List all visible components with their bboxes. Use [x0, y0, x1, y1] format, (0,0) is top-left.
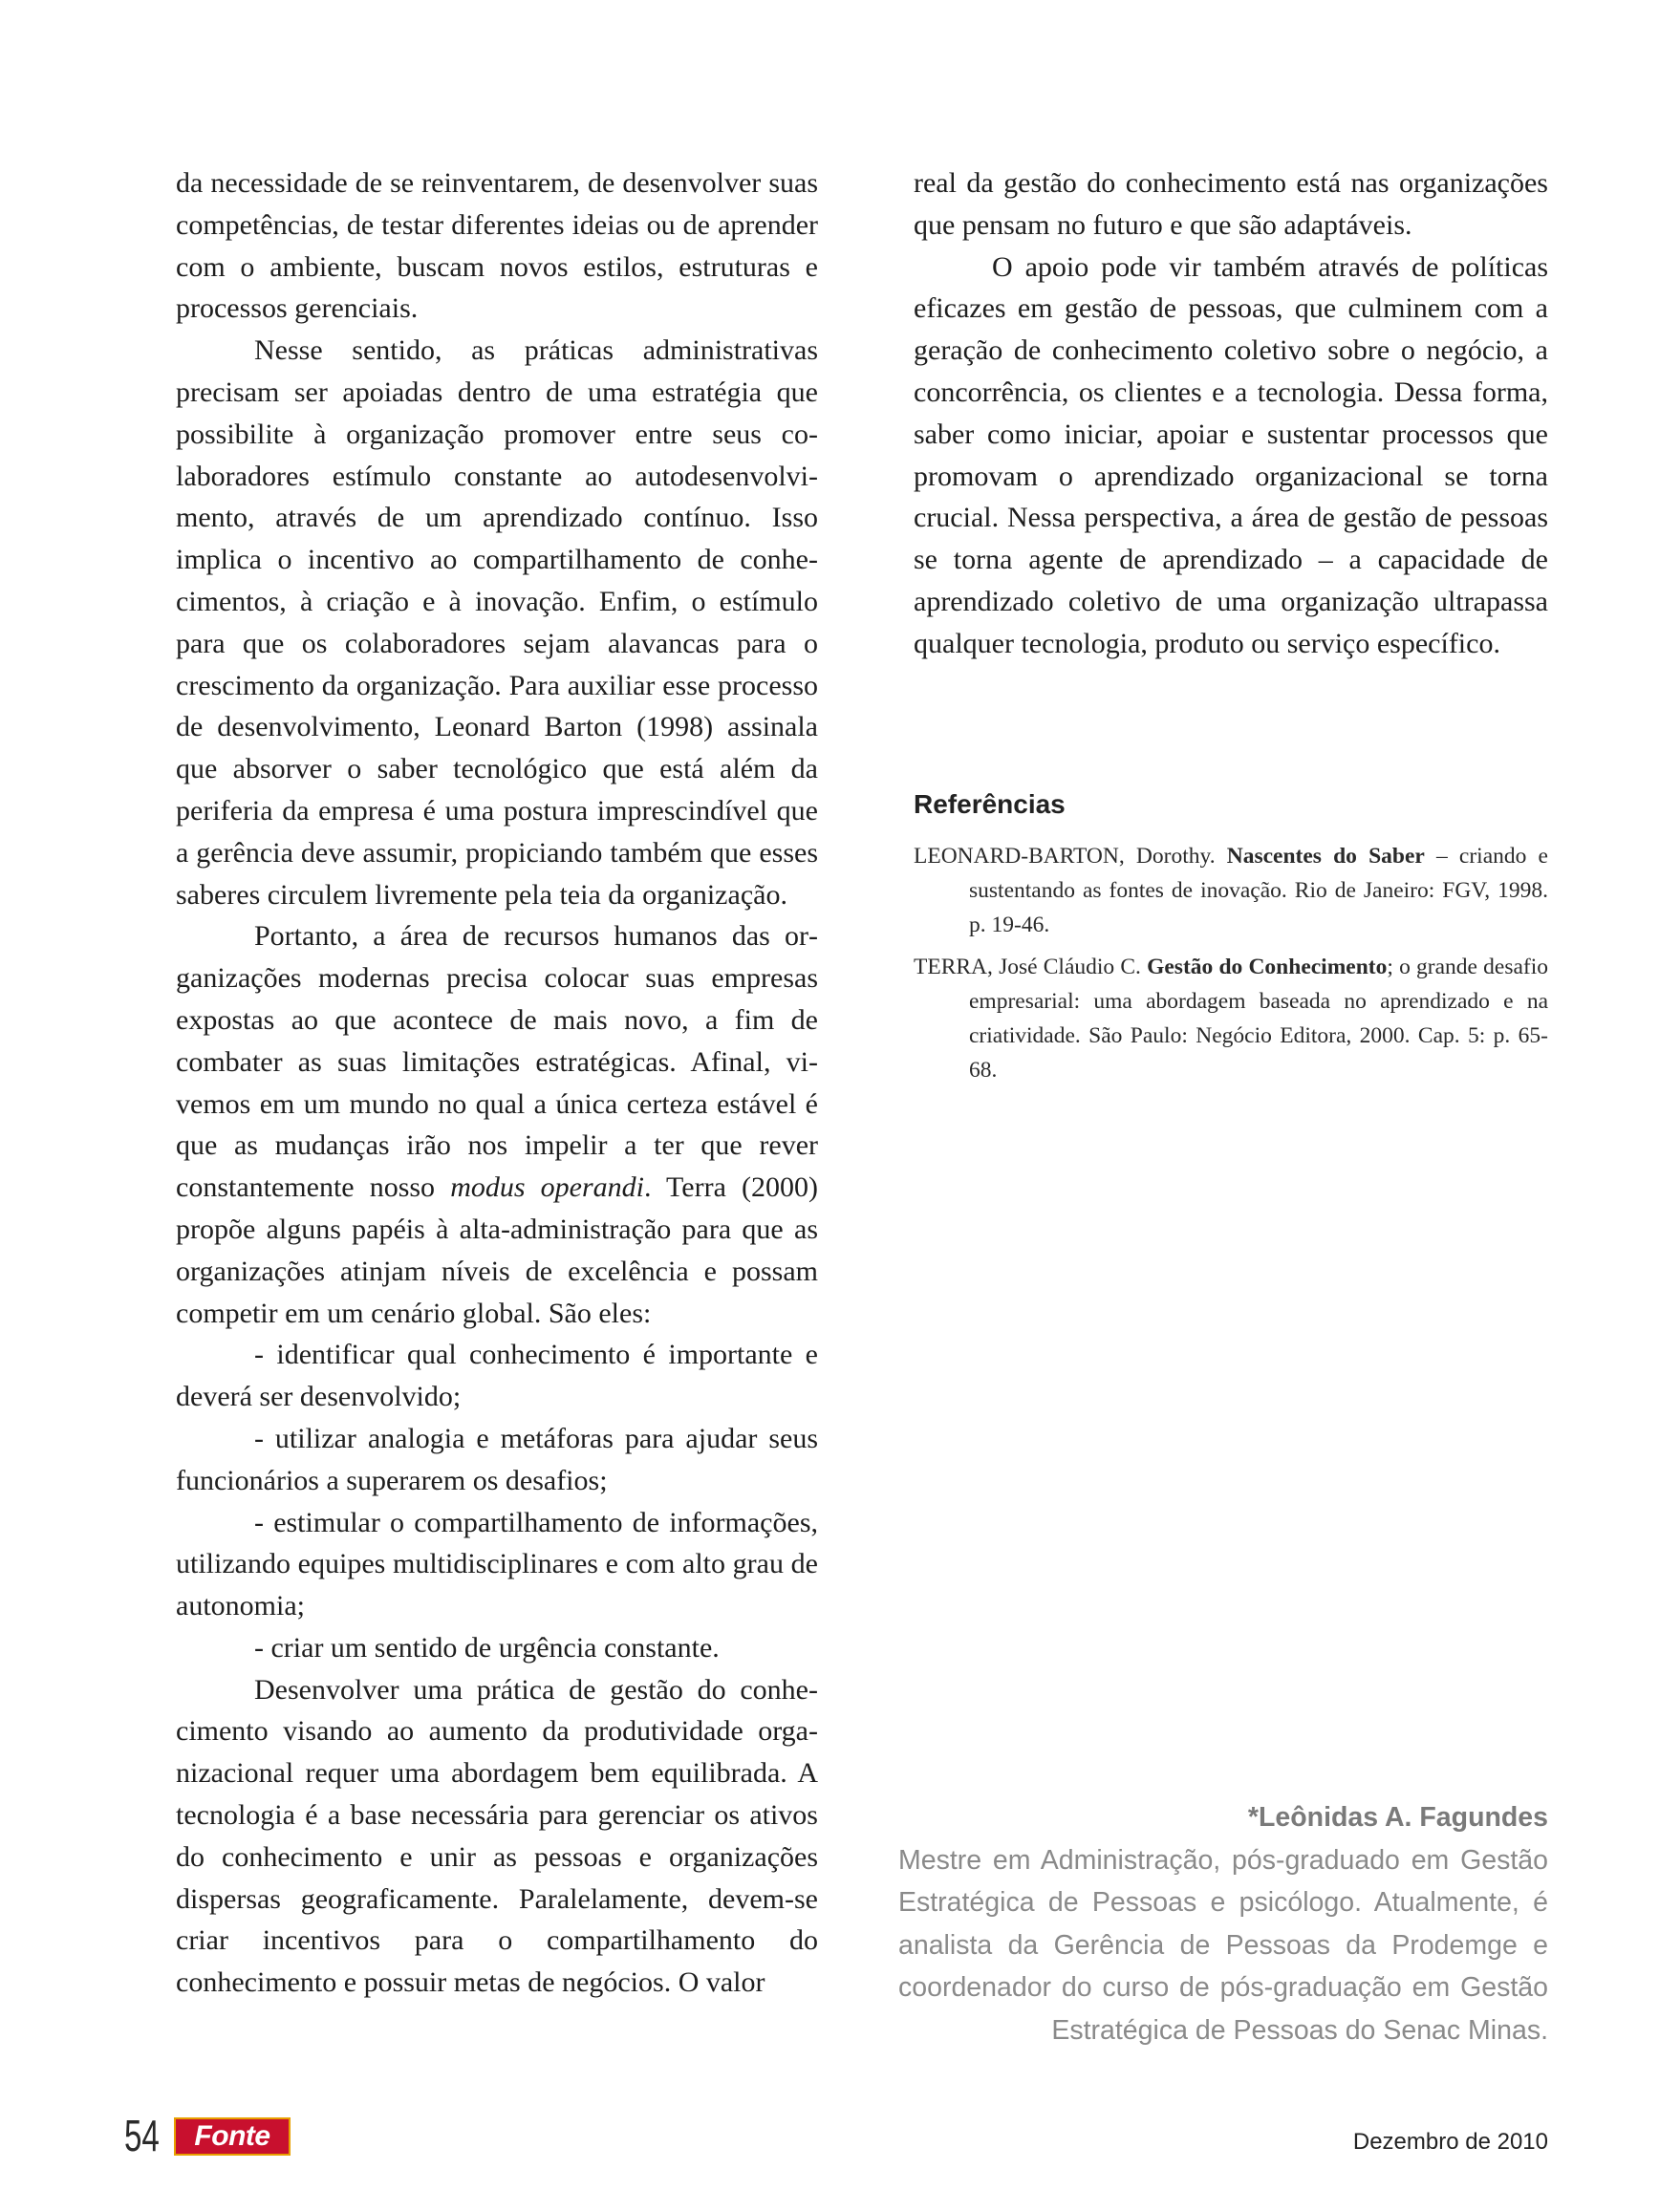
issue-date: Dezembro de 2010: [1352, 2129, 1548, 2155]
reference-details: – criando e sustentando as fontes de inovação. Rio de Janeiro: FGV, 1998. p. 19-46.: [969, 844, 1548, 937]
paragraph-text: Portanto, a área de recursos humanos das organizações modernas precisa colocar suas empresas expostas ao que acontece de mais novo, a fim de combater as suas limitações estratégicas. Afinal, vivemos em um mundo no qual a única certeza estável é que as mudanças irão nos impelir a ter que rever constantemente nosso: [176, 920, 818, 1204]
paragraph: O apoio pode vir também através de políticas eficazes em gestão de pessoas, que culminem com a geração de conhecimento coletivo sobre o negócio, a concorrência, os clientes e a tecnologia. Dessa forma, saber como iniciar, apoiar e sustentar processos que promovam o aprendizado organizacional se torna crucial. Nessa perspectiva, a área de gestão de pessoas se torna agente de aprendizado – a capacidade de aprendizado coletivo de uma organização ultrapassa qualquer tecnologia, produto ou serviço específico.: [914, 250, 1548, 659]
reference-author: TERRA, José Cláudio C.: [914, 955, 1148, 979]
paragraph: Desenvolver uma prática de gestão do conhecimento visando ao aumento da produtividade organizacional requer uma abordagem bem equilibrada. A tecnologia é a base necessária para gerenciar os ativos do conhecimento e unir as pessoas e organizações dispersas geograficamente. Paralelamente, devem-se criar incentivos para o compartilhamento do conhecimento e possuir metas de negócios. O valor: [176, 1673, 818, 1999]
page-number: 54: [124, 2111, 160, 2160]
paragraph: Nesse sentido, as práticas administrativas precisam ser apoiadas dentro de uma estratégia que possibilite à organização promover entre seus colaboradores estímulo constante ao autodesenvolvimento, através de um aprendizado contínuo. Isso implica o incentivo ao compartilhamento de conhecimentos, à criação e à inovação. Enfim, o estímulo para que os colaboradores sejam alavancas para o crescimento da organização. Para auxiliar esse processo de desenvolvimento, Leonard Barton (1998) assinala que absorver o saber tecnológico que está além da periferia da empresa é uma postura imprescindível que a gerência deve assumir, propiciando também que esses saberes circulem livremente pela teia da organização.: [176, 334, 818, 911]
list-item: - estimular o compartilhamento de informações, utilizando equipes multidisciplinares e com alto grau de autonomia;: [176, 1506, 818, 1622]
list-item: - utilizar analogia e metáforas para ajudar seus funcionários a superarem os desafios;: [176, 1422, 818, 1496]
list-item: - identificar qual conhecimento é importante e deverá ser desenvolvido;: [176, 1339, 818, 1413]
reference-author: LEONARD-BARTON, Dorothy.: [914, 844, 1227, 869]
list-item: - criar um sentido de urgência constante.: [254, 1631, 720, 1664]
paragraph: real da gestão do conhecimento está nas organizações que pensam no futuro e que são adaptáveis.: [914, 167, 1548, 241]
right-column: [914, 162, 1548, 665]
reference-item: [914, 839, 1548, 942]
paragraph: da necessidade de se reinventarem, de desenvolver suas competências, de testar diferentes ideias ou de aprender com o ambiente, buscam novos estilos, estruturas e processos gerenciais.: [176, 167, 818, 325]
reference-details: ; o grande desafio empresarial: uma abordagem baseada no aprendizado e na criatividade. São Paulo: Negócio Editora, 2000. Cap. 5: p. 65-68.: [969, 955, 1549, 1083]
reference-item: [914, 950, 1548, 1087]
paragraph: [176, 915, 818, 1334]
author-name: *Leônidas A. Fagundes: [1247, 1802, 1548, 1833]
references-heading: Referências: [914, 789, 1066, 819]
reference-title: Nascentes do Saber: [1226, 844, 1425, 869]
left-column: [176, 162, 818, 2004]
author-box: [898, 1796, 1548, 2051]
author-bio: Mestre em Administração, pós-graduado em Gestão Estratégica de Pessoas e psicólogo. Atualmente, é analista da Gerência de Pessoas da Prodemge e coordenador do curso de pós-graduação em Gestão Estratégica de Pessoas do Senac Minas.: [898, 1844, 1548, 2046]
references-list: [914, 839, 1548, 1095]
italic-term: modus operandi: [450, 1171, 644, 1204]
reference-title: Gestão do Conhecimento: [1147, 955, 1388, 979]
logo-text: Fonte: [194, 2120, 270, 2152]
paragraph-text: . Terra (2000) propõe alguns papéis à alta-administração para que as organizações atinjam níveis de excelência e possam competir em um cenário global. São eles:: [176, 1171, 819, 1329]
fonte-logo: [174, 2117, 291, 2156]
